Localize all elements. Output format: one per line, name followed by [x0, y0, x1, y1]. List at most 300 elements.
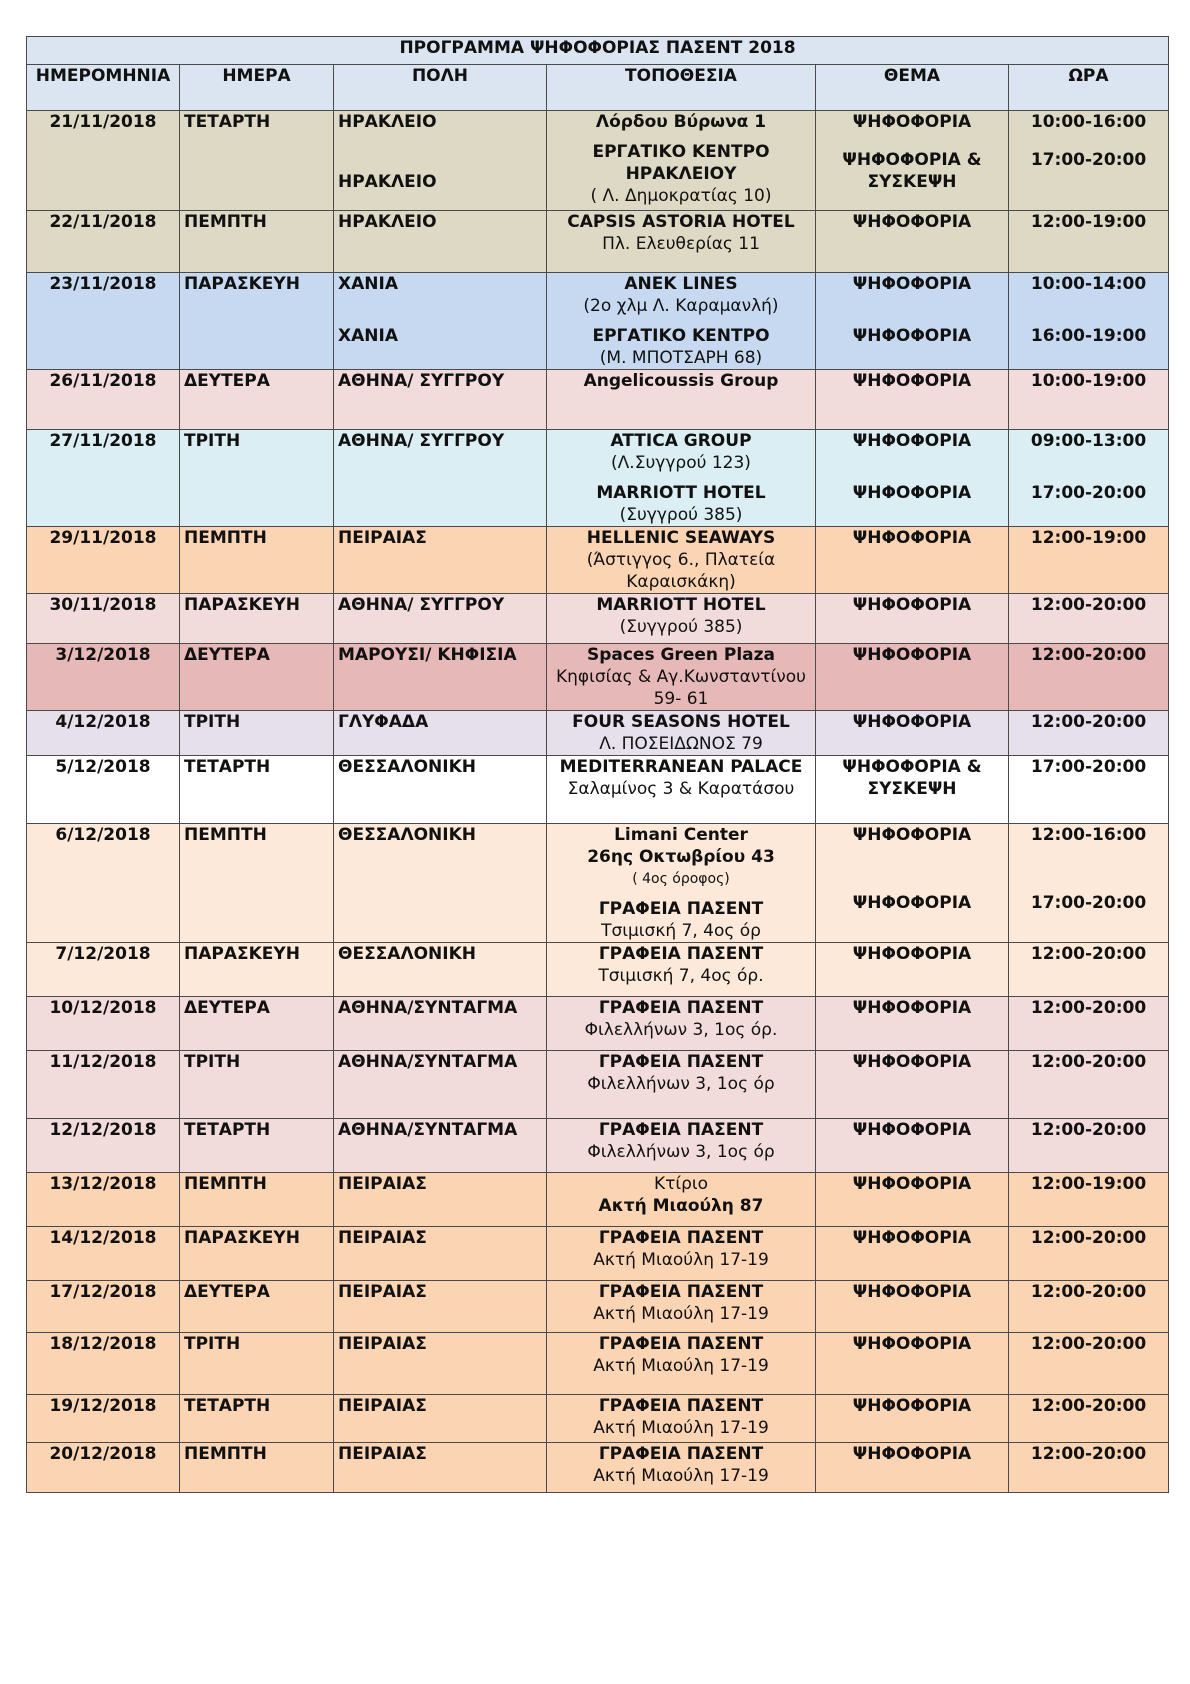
location-address: (Άστιγγος 6., Πλατεία Καραισκάκη) — [586, 550, 776, 592]
location-cell — [547, 1173, 816, 1227]
location-cell — [547, 1395, 816, 1443]
time-range: 16:00-19:00 — [1030, 326, 1147, 346]
topic-cell — [816, 756, 1009, 824]
date-cell: 29/11/2018 — [27, 527, 180, 594]
city-name: ΑΘΗΝΑ/ ΣΥΓΓΡΟΥ — [338, 595, 505, 615]
time-cell — [1009, 594, 1169, 644]
city-name: ΑΘΗΝΑ/ ΣΥΓΓΡΟΥ — [338, 431, 505, 451]
time-range: 17:00-20:00 — [1030, 757, 1147, 777]
location-name: Angelicoussis Group — [583, 371, 779, 391]
time-cell — [1009, 370, 1169, 430]
table-row — [27, 594, 1169, 644]
topic-cell — [816, 997, 1009, 1051]
time-range: 12:00-19:00 — [1030, 212, 1147, 232]
topic-text: ΨΗΦΟΦΟΡΙΑ — [852, 483, 972, 503]
topic-text: ΨΗΦΟΦΟΡΙΑ — [852, 595, 972, 615]
city-cell — [334, 370, 547, 430]
time-range: 12:00-19:00 — [1030, 528, 1147, 548]
location-cell — [547, 644, 816, 711]
location-cell — [547, 997, 816, 1051]
time-cell — [1009, 1333, 1169, 1395]
city-name: ΑΘΗΝΑ/ΣΥΝΤΑΓΜΑ — [338, 1052, 518, 1072]
location-address: (Μ. ΜΠΟΤΣΑΡΗ 68) — [599, 348, 763, 368]
day-cell: ΔΕΥΤΕΡΑ — [180, 997, 334, 1051]
city-cell — [334, 824, 547, 943]
location-name: ΓΡΑΦΕΙΑ ΠΑΣΕΝΤ — [598, 944, 764, 964]
date-cell: 12/12/2018 — [27, 1119, 180, 1173]
topic-text: ΨΗΦΟΦΟΡΙΑ — [852, 1282, 972, 1302]
city-name: ΠΕΙΡΑΙΑΣ — [338, 1334, 427, 1354]
location-address: Φιλελλήνων 3, 1ος όρ — [587, 1074, 775, 1094]
city-cell — [334, 1395, 547, 1443]
location-entry — [551, 141, 811, 207]
location-cell — [547, 430, 816, 527]
table-row — [27, 111, 1169, 211]
table-row — [27, 1443, 1169, 1493]
city-name: ΠΕΙΡΑΙΑΣ — [338, 1228, 427, 1248]
time-cell — [1009, 1173, 1169, 1227]
location-address: Φιλελλήνων 3, 1ος όρ — [587, 1142, 775, 1162]
location-entry — [551, 1051, 811, 1095]
location-entry — [551, 756, 811, 800]
location-name: ΕΡΓΑΤΙΚΟ ΚΕΝΤΡΟ ΗΡΑΚΛΕΙΟΥ — [592, 142, 770, 184]
location-name: ΓΡΑΦΕΙΑ ΠΑΣΕΝΤ — [598, 1396, 764, 1416]
topic-text: ΨΗΦΟΦΟΡΙΑ — [852, 1052, 972, 1072]
city-cell — [334, 1333, 547, 1395]
city-name: ΠΕΙΡΑΙΑΣ — [338, 1282, 427, 1302]
location-address: Ακτή Μιαούλη 17-19 — [593, 1250, 769, 1270]
city-cell — [334, 211, 547, 273]
column-header-day: ΗΜΕΡΑ — [180, 65, 334, 111]
location-entry — [551, 111, 811, 133]
date-cell: 6/12/2018 — [27, 824, 180, 943]
topic-text: ΨΗΦΟΦΟΡΙΑ — [852, 825, 972, 845]
topic-cell — [816, 1227, 1009, 1281]
time-range: 12:00-20:00 — [1030, 712, 1147, 732]
date-cell: 17/12/2018 — [27, 1281, 180, 1333]
time-cell — [1009, 1443, 1169, 1493]
topic-cell — [816, 644, 1009, 711]
location-address: (Λ.Συγγρού 123) — [611, 453, 751, 473]
day-cell: ΠΑΡΑΣΚΕΥΗ — [180, 273, 334, 370]
day-cell: ΤΡΙΤΗ — [180, 430, 334, 527]
day-cell: ΠΕΜΠΤΗ — [180, 211, 334, 273]
location-cell — [547, 1333, 816, 1395]
location-prefix: Κτίριο — [653, 1174, 709, 1194]
city-cell — [334, 644, 547, 711]
location-name: ΓΡΑΦΕΙΑ ΠΑΣΕΝΤ — [598, 1334, 764, 1354]
location-entry — [551, 1395, 811, 1439]
location-address: ( 4ος όροφος) — [632, 871, 730, 887]
location-name: ΓΡΑΦΕΙΑ ΠΑΣΕΝΤ — [598, 1052, 764, 1072]
city-name: ΑΘΗΝΑ/ ΣΥΓΓΡΟΥ — [338, 371, 505, 391]
location-entry — [551, 1119, 811, 1163]
time-cell — [1009, 273, 1169, 370]
table-row — [27, 1173, 1169, 1227]
city-name: ΘΕΣΣΑΛΟΝΙΚΗ — [338, 944, 477, 964]
column-header-row — [27, 65, 1169, 111]
time-cell — [1009, 756, 1169, 824]
date-cell: 30/11/2018 — [27, 594, 180, 644]
location-cell — [547, 756, 816, 824]
topic-text: ΨΗΦΟΦΟΡΙΑ — [852, 1120, 972, 1140]
time-range: 12:00-20:00 — [1030, 1444, 1147, 1464]
column-header-date: ΗΜΕΡΟΜΗΝΙΑ — [27, 65, 180, 111]
location-entry — [551, 824, 811, 890]
topic-cell — [816, 1173, 1009, 1227]
date-cell: 7/12/2018 — [27, 943, 180, 997]
location-entry — [551, 711, 811, 755]
day-cell: ΠΕΜΠΤΗ — [180, 824, 334, 943]
date-cell: 13/12/2018 — [27, 1173, 180, 1227]
location-name: FOUR SEASONS HOTEL — [572, 712, 790, 732]
city-name: ΠΕΙΡΑΙΑΣ — [338, 1444, 427, 1464]
city-cell — [334, 943, 547, 997]
city-cell — [334, 711, 547, 756]
topic-text: ΨΗΦΟΦΟΡΙΑ — [852, 712, 972, 732]
topic-text: ΨΗΦΟΦΟΡΙΑ — [852, 112, 972, 132]
date-cell: 14/12/2018 — [27, 1227, 180, 1281]
city-cell — [334, 1051, 547, 1119]
day-cell: ΠΑΡΑΣΚΕΥΗ — [180, 943, 334, 997]
location-address: Ακτή Μιαούλη 17-19 — [593, 1466, 769, 1486]
time-range: 12:00-20:00 — [1030, 998, 1147, 1018]
city-name: ΓΛΥΦΑΔΑ — [338, 712, 429, 732]
location-entry — [551, 594, 811, 638]
city-cell — [334, 1443, 547, 1493]
location-name: ATTICA GROUP — [610, 431, 752, 451]
location-cell — [547, 943, 816, 997]
date-cell: 4/12/2018 — [27, 711, 180, 756]
location-address: Ακτή Μιαούλη 17-19 — [593, 1418, 769, 1438]
city-cell — [334, 1281, 547, 1333]
city-cell — [334, 111, 547, 211]
date-cell: 10/12/2018 — [27, 997, 180, 1051]
location-address: Ακτή Μιαούλη 17-19 — [593, 1356, 769, 1376]
time-range: 12:00-20:00 — [1030, 1396, 1147, 1416]
city-cell — [334, 527, 547, 594]
time-range: 10:00-19:00 — [1030, 371, 1147, 391]
schedule-body — [27, 111, 1169, 1493]
time-cell — [1009, 644, 1169, 711]
city-name: ΗΡΑΚΛΕΙΟ — [338, 212, 437, 232]
location-cell — [547, 1227, 816, 1281]
location-name: HELLENIC SEAWAYS — [586, 528, 776, 548]
day-cell: ΠΕΜΠΤΗ — [180, 1443, 334, 1493]
location-address: Τσιμισκή 7, 4ος όρ. — [598, 966, 764, 986]
location-entry — [551, 527, 811, 593]
topic-cell — [816, 1395, 1009, 1443]
date-cell: 22/11/2018 — [27, 211, 180, 273]
city-name: ΠΕΙΡΑΙΑΣ — [338, 528, 427, 548]
topic-text: ΨΗΦΟΦΟΡΙΑ — [852, 998, 972, 1018]
city-name: ΘΕΣΣΑΛΟΝΙΚΗ — [338, 825, 477, 845]
topic-cell — [816, 273, 1009, 370]
date-cell: 26/11/2018 — [27, 370, 180, 430]
location-name: ΓΡΑΦΕΙΑ ΠΑΣΕΝΤ — [598, 998, 764, 1018]
location-entry — [551, 997, 811, 1041]
location-entry — [551, 898, 811, 942]
day-cell: ΤΕΤΑΡΤΗ — [180, 1395, 334, 1443]
time-cell — [1009, 111, 1169, 211]
city-name: ΜΑΡΟΥΣΙ/ ΚΗΦΙΣΙΑ — [338, 645, 517, 665]
table-title-row — [27, 37, 1169, 65]
date-cell: 5/12/2018 — [27, 756, 180, 824]
time-cell — [1009, 1051, 1169, 1119]
day-cell: ΠΕΜΠΤΗ — [180, 527, 334, 594]
topic-text: ΨΗΦΟΦΟΡΙΑ — [852, 326, 972, 346]
page-title: ΠΡΟΓΡΑΜΜΑ ΨΗΦΟΦΟΡΙΑΣ ΠΑΣΕΝΤ 2018 — [27, 37, 1169, 65]
table-row — [27, 211, 1169, 273]
topic-cell — [816, 211, 1009, 273]
table-row — [27, 1395, 1169, 1443]
table-row — [27, 1051, 1169, 1119]
location-cell — [547, 1281, 816, 1333]
voting-schedule-table — [26, 36, 1169, 1493]
location-entry — [551, 370, 811, 392]
time-range: 12:00-20:00 — [1030, 1052, 1147, 1072]
location-cell — [547, 111, 816, 211]
topic-cell — [816, 111, 1009, 211]
time-cell — [1009, 997, 1169, 1051]
time-cell — [1009, 527, 1169, 594]
time-range: 10:00-16:00 — [1030, 112, 1147, 132]
location-address: Πλ. Ελευθερίας 11 — [602, 234, 760, 254]
time-range: 17:00-20:00 — [1030, 150, 1147, 170]
table-row — [27, 824, 1169, 943]
location-address: (Συγγρού 385) — [619, 617, 743, 637]
location-name: CAPSIS ASTORIA HOTEL — [567, 212, 795, 232]
location-entry — [551, 1333, 811, 1377]
time-range: 12:00-19:00 — [1030, 1174, 1147, 1194]
topic-cell — [816, 594, 1009, 644]
topic-cell — [816, 1443, 1009, 1493]
topic-cell — [816, 1051, 1009, 1119]
location-cell — [547, 824, 816, 943]
date-cell: 23/11/2018 — [27, 273, 180, 370]
location-address: Λ. ΠΟΣΕΙΔΩΝΟΣ 79 — [599, 734, 763, 754]
location-entry — [551, 644, 811, 710]
location-entry — [551, 1227, 811, 1271]
day-cell: ΔΕΥΤΕΡΑ — [180, 644, 334, 711]
location-entry — [551, 273, 811, 317]
day-cell: ΔΕΥΤΕΡΑ — [180, 370, 334, 430]
topic-cell — [816, 370, 1009, 430]
column-header-topic: ΘΕΜΑ — [816, 65, 1009, 111]
location-address: Σαλαμίνος 3 & Καρατάσου — [567, 779, 795, 799]
topic-cell — [816, 527, 1009, 594]
topic-text: ΨΗΦΟΦΟΡΙΑ — [852, 1228, 972, 1248]
topic-cell — [816, 1281, 1009, 1333]
table-row — [27, 1119, 1169, 1173]
table-row — [27, 1333, 1169, 1395]
day-cell: ΤΕΤΑΡΤΗ — [180, 1119, 334, 1173]
topic-text: ΨΗΦΟΦΟΡΙΑ & ΣΥΣΚΕΨΗ — [842, 757, 982, 799]
topic-text: ΨΗΦΟΦΟΡΙΑ — [852, 1444, 972, 1464]
city-name: ΧΑΝΙΑ — [338, 326, 398, 346]
date-cell: 20/12/2018 — [27, 1443, 180, 1493]
table-row — [27, 370, 1169, 430]
day-cell: ΤΡΙΤΗ — [180, 711, 334, 756]
table-row — [27, 943, 1169, 997]
city-cell — [334, 997, 547, 1051]
location-address: ( Λ. Δημοκρατίας 10) — [590, 186, 772, 206]
time-range: 12:00-20:00 — [1030, 944, 1147, 964]
location-name: ΓΡΑΦΕΙΑ ΠΑΣΕΝΤ — [598, 1120, 764, 1140]
location-street: 26ης Οκτωβρίου 43 — [587, 847, 775, 867]
day-cell: ΠΑΡΑΣΚΕΥΗ — [180, 1227, 334, 1281]
day-cell: ΠΑΡΑΣΚΕΥΗ — [180, 594, 334, 644]
location-name: Ακτή Μιαούλη 87 — [598, 1196, 764, 1216]
location-entry — [551, 482, 811, 526]
topic-text: ΨΗΦΟΦΟΡΙΑ — [852, 893, 972, 913]
location-cell — [547, 211, 816, 273]
location-cell — [547, 594, 816, 644]
location-address: Τσιμισκή 7, 4ος όρ — [601, 921, 761, 941]
time-range: 10:00-14:00 — [1030, 274, 1147, 294]
location-entry — [551, 211, 811, 255]
table-row — [27, 756, 1169, 824]
topic-cell — [816, 1119, 1009, 1173]
table-row — [27, 430, 1169, 527]
topic-text: ΨΗΦΟΦΟΡΙΑ & ΣΥΣΚΕΨΗ — [842, 150, 982, 192]
city-name: ΗΡΑΚΛΕΙΟ — [338, 112, 437, 132]
table-row — [27, 711, 1169, 756]
location-address: (2ο χλμ Λ. Καραμανλή) — [583, 296, 779, 316]
location-entry — [551, 943, 811, 987]
location-name: ΕΡΓΑΤΙΚΟ ΚΕΝΤΡΟ — [592, 326, 770, 346]
location-entry — [551, 430, 811, 474]
location-cell — [547, 1443, 816, 1493]
table-row — [27, 1227, 1169, 1281]
day-cell: ΠΕΜΠΤΗ — [180, 1173, 334, 1227]
time-range: 12:00-20:00 — [1030, 1282, 1147, 1302]
city-name: ΑΘΗΝΑ/ΣΥΝΤΑΓΜΑ — [338, 998, 518, 1018]
topic-text: ΨΗΦΟΦΟΡΙΑ — [852, 528, 972, 548]
location-name: Limani Center — [614, 825, 748, 845]
time-range: 12:00-20:00 — [1030, 1334, 1147, 1354]
city-cell — [334, 273, 547, 370]
location-cell — [547, 711, 816, 756]
location-entry — [551, 325, 811, 369]
location-cell — [547, 527, 816, 594]
city-name: ΠΕΙΡΑΙΑΣ — [338, 1396, 427, 1416]
location-name: ΓΡΑΦΕΙΑ ΠΑΣΕΝΤ — [598, 899, 764, 919]
city-cell — [334, 594, 547, 644]
day-cell: ΤΡΙΤΗ — [180, 1051, 334, 1119]
location-cell — [547, 1051, 816, 1119]
location-name: ΓΡΑΦΕΙΑ ΠΑΣΕΝΤ — [598, 1228, 764, 1248]
time-range: 17:00-20:00 — [1030, 893, 1147, 913]
location-address: Κηφισίας & Αγ.Κωνσταντίνου 59- 61 — [555, 667, 807, 709]
time-cell — [1009, 1119, 1169, 1173]
table-row — [27, 997, 1169, 1051]
time-range: 09:00-13:00 — [1030, 431, 1147, 451]
location-address: Φιλελλήνων 3, 1ος όρ. — [584, 1020, 778, 1040]
topic-text: ΨΗΦΟΦΟΡΙΑ — [852, 212, 972, 232]
time-cell — [1009, 824, 1169, 943]
topic-text: ΨΗΦΟΦΟΡΙΑ — [852, 274, 972, 294]
date-cell: 3/12/2018 — [27, 644, 180, 711]
table-row — [27, 273, 1169, 370]
column-header-time: ΩΡΑ — [1009, 65, 1169, 111]
date-cell: 19/12/2018 — [27, 1395, 180, 1443]
table-row — [27, 527, 1169, 594]
time-cell — [1009, 711, 1169, 756]
time-range: 12:00-16:00 — [1030, 825, 1147, 845]
topic-cell — [816, 1333, 1009, 1395]
topic-text: ΨΗΦΟΦΟΡΙΑ — [852, 431, 972, 451]
day-cell: ΤΕΤΑΡΤΗ — [180, 756, 334, 824]
location-cell — [547, 370, 816, 430]
topic-text: ΨΗΦΟΦΟΡΙΑ — [852, 645, 972, 665]
location-name: MARRIOTT HOTEL — [596, 595, 766, 615]
time-cell — [1009, 1281, 1169, 1333]
time-cell — [1009, 1395, 1169, 1443]
city-name: ΧΑΝΙΑ — [338, 274, 398, 294]
time-cell — [1009, 943, 1169, 997]
location-name: Λόρδου Βύρωνα 1 — [595, 112, 767, 132]
day-cell: ΔΕΥΤΕΡΑ — [180, 1281, 334, 1333]
table-row — [27, 644, 1169, 711]
location-entry — [551, 1173, 811, 1217]
date-cell: 18/12/2018 — [27, 1333, 180, 1395]
city-name: ΠΕΙΡΑΙΑΣ — [338, 1174, 427, 1194]
topic-cell — [816, 711, 1009, 756]
time-range: 12:00-20:00 — [1030, 1228, 1147, 1248]
location-name: MEDITERRANEAN PALACE — [559, 757, 803, 777]
city-cell — [334, 1119, 547, 1173]
topic-text: ΨΗΦΟΦΟΡΙΑ — [852, 1334, 972, 1354]
date-cell: 27/11/2018 — [27, 430, 180, 527]
city-name: ΑΘΗΝΑ/ΣΥΝΤΑΓΜΑ — [338, 1120, 518, 1140]
city-cell — [334, 430, 547, 527]
time-cell — [1009, 211, 1169, 273]
time-range: 12:00-20:00 — [1030, 1120, 1147, 1140]
location-address: (Συγγρού 385) — [619, 505, 743, 525]
topic-cell — [816, 824, 1009, 943]
city-cell — [334, 1173, 547, 1227]
date-cell: 11/12/2018 — [27, 1051, 180, 1119]
time-range: 12:00-20:00 — [1030, 645, 1147, 665]
topic-cell — [816, 430, 1009, 527]
time-range: 12:00-20:00 — [1030, 595, 1147, 615]
location-name: ANEK LINES — [624, 274, 738, 294]
location-name: ΓΡΑΦΕΙΑ ΠΑΣΕΝΤ — [598, 1444, 764, 1464]
column-header-city: ΠΟΛΗ — [334, 65, 547, 111]
date-cell: 21/11/2018 — [27, 111, 180, 211]
table-row — [27, 1281, 1169, 1333]
city-cell — [334, 756, 547, 824]
city-name: ΘΕΣΣΑΛΟΝΙΚΗ — [338, 757, 477, 777]
topic-cell — [816, 943, 1009, 997]
city-name: ΗΡΑΚΛΕΙΟ — [338, 172, 437, 192]
location-name: ΓΡΑΦΕΙΑ ΠΑΣΕΝΤ — [598, 1282, 764, 1302]
time-range: 17:00-20:00 — [1030, 483, 1147, 503]
location-cell — [547, 1119, 816, 1173]
location-address: Ακτή Μιαούλη 17-19 — [593, 1304, 769, 1324]
location-name: MARRIOTT HOTEL — [596, 483, 766, 503]
location-name: Spaces Green Plaza — [586, 645, 776, 665]
column-header-location: ΤΟΠΟΘΕΣΙΑ — [547, 65, 816, 111]
city-cell — [334, 1227, 547, 1281]
time-cell — [1009, 430, 1169, 527]
topic-text: ΨΗΦΟΦΟΡΙΑ — [852, 371, 972, 391]
topic-text: ΨΗΦΟΦΟΡΙΑ — [852, 944, 972, 964]
time-cell — [1009, 1227, 1169, 1281]
day-cell: ΤΕΤΑΡΤΗ — [180, 111, 334, 211]
topic-text: ΨΗΦΟΦΟΡΙΑ — [852, 1396, 972, 1416]
